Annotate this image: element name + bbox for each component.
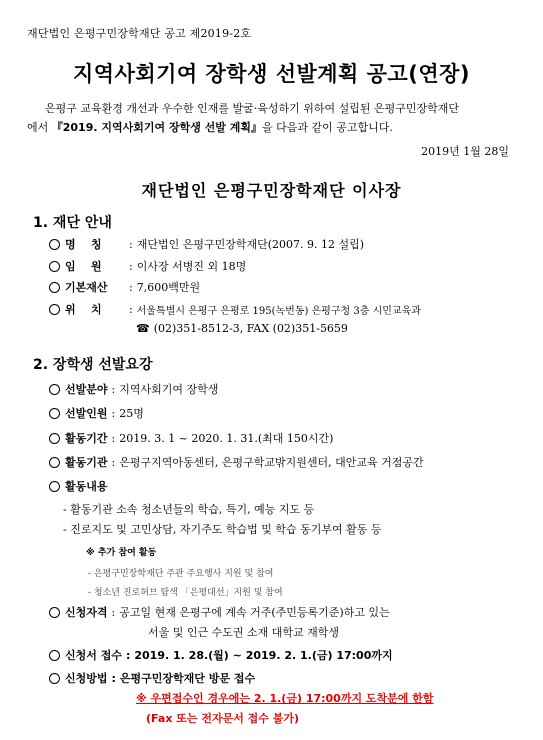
info-value: 이사장 서병진 외 18명 xyxy=(136,260,247,273)
circle-bullet-icon xyxy=(49,304,60,315)
circle-bullet-icon xyxy=(49,282,60,293)
info-row-institutions: 활동기관 : 은평구지역아동센터, 은평구학교밖지원센터, 대안교육 거점공간 xyxy=(49,454,424,470)
info-row-name: 명 칭 : 재단법인 은평구민장학재단(2007. 9. 12 설립) xyxy=(49,236,364,252)
info-label: 활동기관 xyxy=(65,456,108,469)
info-label: 명 칭 xyxy=(65,238,102,251)
info-value: 2019. 1. 28.(월) ~ 2019. 2. 1.(금) 17:00까지 xyxy=(134,649,393,662)
intro-line-2-pre: 에서 xyxy=(27,121,52,134)
info-label: 기본재산 xyxy=(65,281,108,294)
info-label: 활동내용 xyxy=(65,480,108,493)
info-row-field: 선발분야 : 지역사회기여 장학생 xyxy=(49,381,218,397)
info-value: 은평구지역아동센터, 은평구학교밖지원센터, 대안교육 거점공간 xyxy=(119,456,424,469)
activity-item: - 활동기관 소속 청소년들의 학습, 특기, 예능 지도 등 xyxy=(63,503,315,516)
info-row-count: 선발인원 : 25명 xyxy=(49,405,144,421)
section-2-heading: 2. 장학생 선발요강 xyxy=(33,357,153,373)
activity-item: - 진로지도 및 고민상담, 자기주도 학습법 및 학습 동기부여 활동 등 xyxy=(63,523,382,536)
phone-icon: ☎ xyxy=(136,322,150,335)
info-label: 신청자격 xyxy=(65,606,108,619)
intro-line-2 xyxy=(27,118,527,137)
info-row-application-method: 신청방법 : 은평구민장학재단 방문 접수 xyxy=(49,670,255,686)
circle-bullet-icon xyxy=(49,673,60,684)
info-label: 선발분야 xyxy=(65,383,108,396)
extra-activity-heading: ※ 추가 참여 활동 xyxy=(86,548,157,558)
info-label: 선발인원 xyxy=(65,407,108,420)
contact-numbers: (02)351-8512-3, FAX (02)351-5659 xyxy=(153,322,348,335)
circle-bullet-icon xyxy=(49,607,60,618)
fax-notice: (Fax 또는 전자문서 접수 불가) xyxy=(146,712,300,725)
info-row-activities xyxy=(49,478,108,494)
info-value: 서울특별시 은평구 은평로 195(녹번동) 은평구청 3층 시민교육과 xyxy=(136,305,421,317)
section-1-heading: 1. 재단 안내 xyxy=(33,215,112,231)
info-label: 위 치 xyxy=(65,303,102,316)
info-row-application-period: 신청서 접수 : 2019. 1. 28.(월) ~ 2019. 2. 1.(금) 17:00까지 xyxy=(49,647,393,663)
circle-bullet-icon xyxy=(49,408,60,419)
circle-bullet-icon xyxy=(49,481,60,492)
notice-date: 2019년 1월 28일 xyxy=(421,145,509,158)
info-value: 25명 xyxy=(119,407,144,420)
eligibility-line-2: 서울 및 인근 수도권 소재 대학교 재학생 xyxy=(148,626,339,639)
info-label: 임 원 xyxy=(65,260,102,273)
circle-bullet-icon xyxy=(49,433,60,444)
circle-bullet-icon xyxy=(49,261,60,272)
contact-line xyxy=(136,322,348,335)
info-value: 7,600백만원 xyxy=(136,281,201,294)
organization-signature: 재단법인 은평구민장학재단 이사장 xyxy=(141,181,402,200)
extra-activity-item: - 청소년 진로허브 탐색 「은평대선」지원 및 참여 xyxy=(88,588,283,598)
info-row-eligibility: 신청자격 : 공고일 현재 은평구에 계속 거주(주민등록기준)하고 있는 xyxy=(49,604,390,620)
info-label: 활동기간 xyxy=(65,432,108,445)
notice-number: 재단법인 은평구민장학재단 공고 제2019-2호 xyxy=(27,27,252,40)
info-row-officers: 임 원 : 이사장 서병진 외 18명 xyxy=(49,258,246,274)
info-row-assets: 기본재산 : 7,600백만원 xyxy=(49,279,200,295)
intro-paragraph xyxy=(27,99,527,137)
circle-bullet-icon xyxy=(49,457,60,468)
info-label: 신청방법 xyxy=(65,672,108,685)
intro-line-1: 은평구 교육환경 개선과 우수한 인재를 발굴·육성하기 위하여 설립된 은평구민장학재단 xyxy=(45,102,460,115)
plan-title-ref: 『2019. 지역사회기여 장학생 선발 계획』 xyxy=(51,121,262,134)
extra-activity-item: - 은평구민장학재단 주관 주요행사 지원 및 참여 xyxy=(88,569,274,579)
mail-notice-text: ※ 우편접수인 경우에는 2. 1.(금) 17:00까지 도착분에 한함 xyxy=(136,692,434,705)
info-row-period: 활동기간 : 2019. 3. 1 ~ 2020. 1. 31.(최대 150시간) xyxy=(49,430,333,446)
info-value: 재단법인 은평구민장학재단(2007. 9. 12 설립) xyxy=(136,238,365,251)
circle-bullet-icon xyxy=(49,239,60,250)
info-row-location: 위 치 : 서울특별시 은평구 은평로 195(녹번동) 은평구청 3층 시민교육과 xyxy=(49,301,421,317)
intro-line-2-post: 을 다음과 같이 공고합니다. xyxy=(262,121,393,134)
info-value: 2019. 3. 1 ~ 2020. 1. 31.(최대 150시간) xyxy=(119,432,334,445)
info-value: 지역사회기여 장학생 xyxy=(119,383,219,396)
circle-bullet-icon xyxy=(49,384,60,395)
info-value: 은평구민장학재단 방문 접수 xyxy=(119,672,256,685)
mail-notice xyxy=(136,690,434,706)
circle-bullet-icon xyxy=(49,650,60,661)
page-title: 지역사회기여 장학생 선발계획 공고(연장) xyxy=(73,62,470,86)
info-label: 신청서 접수 xyxy=(65,649,122,662)
info-value: 공고일 현재 은평구에 계속 거주(주민등록기준)하고 있는 xyxy=(119,606,390,619)
